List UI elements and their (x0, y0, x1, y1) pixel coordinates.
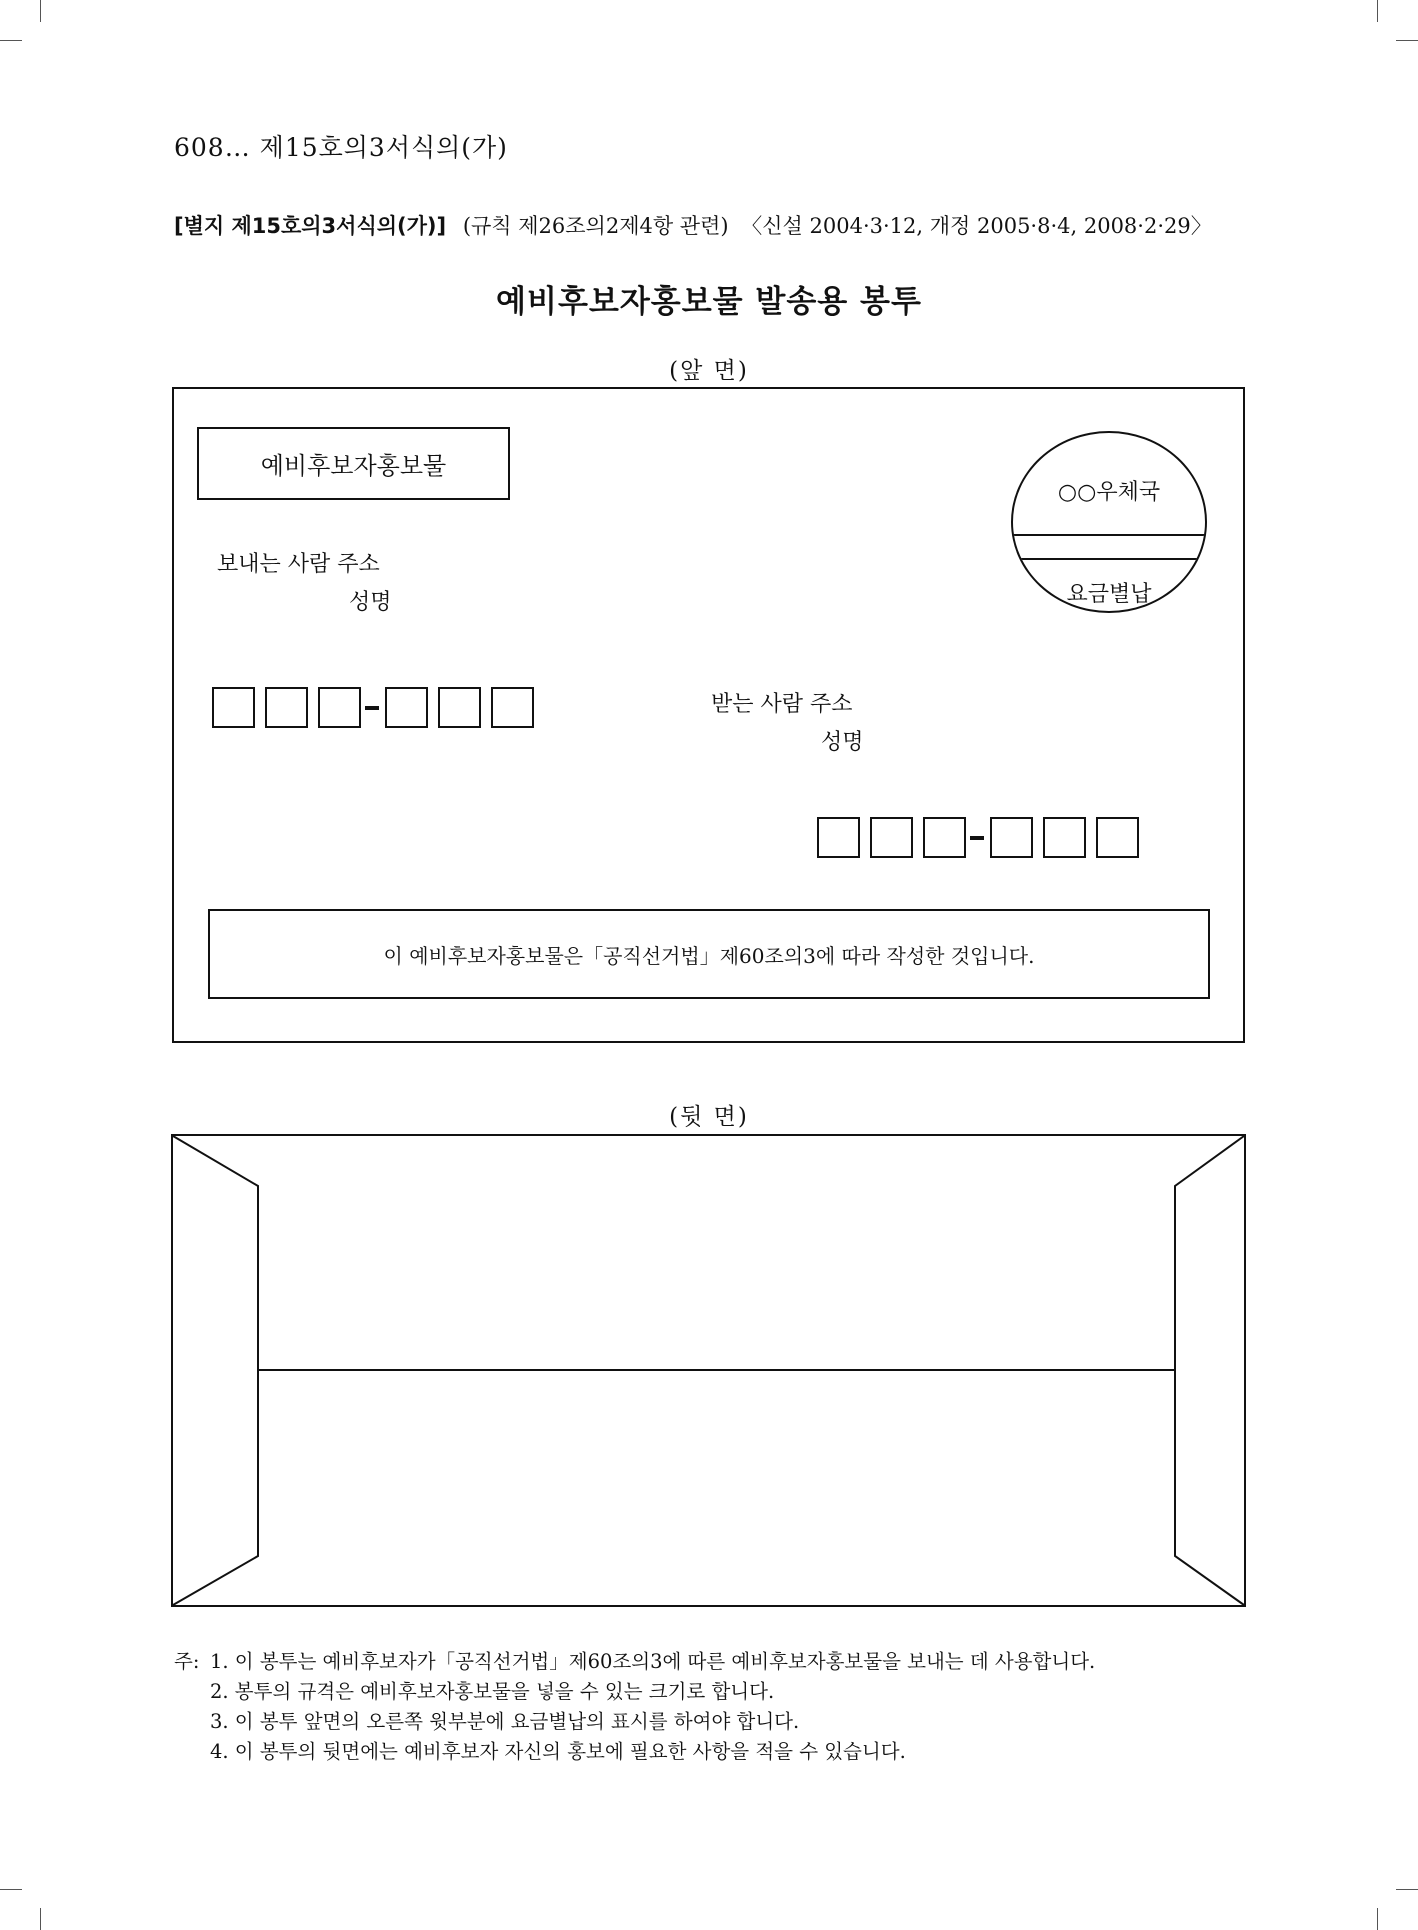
recipient-postal-code (817, 817, 1149, 858)
form-history: 〈신설 2004·3·12, 개정 2005·8·4, 2008·2·29〉 (741, 214, 1212, 238)
note-item: 3. 이 봉투 앞면의 오른쪽 윗부분에 요금별납의 표시를 하여야 합니다. (210, 1710, 800, 1733)
form-reference (174, 210, 1212, 240)
legal-notice-text: 이 예비후보자홍보물은「공직선거법」제60조의3에 따라 작성한 것입니다. (383, 943, 1035, 968)
postal-digit-box (923, 817, 966, 858)
notes-prefix: 주: (174, 1650, 200, 1673)
back-label: (뒷 면) (669, 1104, 749, 1130)
crop-mark (0, 1889, 22, 1890)
postal-digit-box (212, 687, 255, 728)
postal-digit-box (438, 687, 481, 728)
postal-digit-box (265, 687, 308, 728)
sender-name-label: 성명 (349, 590, 392, 615)
postal-digit-box (491, 687, 534, 728)
crop-mark (40, 1908, 41, 1930)
postal-digit-box (385, 687, 428, 728)
note-item: 4. 이 봉투의 뒷면에는 예비후보자 자신의 홍보에 필요한 사항을 적을 수 있습니다. (210, 1740, 906, 1763)
postage-stamp-circle (1011, 431, 1207, 613)
recipient-name-label: 성명 (821, 730, 864, 755)
postal-digit-box (817, 817, 860, 858)
recipient-address-label: 받는 사람 주소 (711, 692, 853, 717)
postal-digit-box (990, 817, 1033, 858)
stamp-divider (1013, 558, 1205, 560)
postal-dash (970, 836, 984, 840)
postal-dash (365, 706, 379, 710)
envelope-back (171, 1134, 1247, 1608)
postage-paid-label: 요금별납 (1066, 582, 1152, 607)
stamp-divider (1013, 534, 1205, 536)
crop-mark (0, 40, 22, 41)
crop-mark (1396, 40, 1418, 41)
sender-address-label: 보내는 사람 주소 (217, 552, 380, 577)
postal-digit-box (1043, 817, 1086, 858)
postal-digit-box (870, 817, 913, 858)
note-item: 주: 1. 이 봉투는 예비후보자가「공직선거법」제60조의3에 따른 예비후보자홍보물을 보내는 데 사용합니다. (174, 1647, 1095, 1677)
note-item: 2. 봉투의 규격은 예비후보자홍보물을 넣을 수 있는 크기로 합니다. (210, 1680, 775, 1703)
crop-mark (1377, 0, 1378, 22)
sender-block (217, 546, 392, 622)
front-label: (앞 면) (669, 358, 749, 384)
category-label: 예비후보자홍보물 (260, 452, 447, 480)
legal-notice-box (208, 909, 1210, 999)
right-side-flap (1175, 1136, 1244, 1605)
recipient-block (711, 686, 864, 762)
category-label-box (197, 427, 510, 500)
postal-digit-box (1096, 817, 1139, 858)
page-header: 608… 제15호의3서식의(가) (174, 133, 508, 162)
left-side-flap (173, 1136, 258, 1605)
document-title: 예비후보자홍보물 발송용 봉투 (496, 284, 922, 320)
form-relation: (규칙 제26조의2제4항 관련) (462, 214, 729, 238)
postal-digit-box (318, 687, 361, 728)
crop-mark (1396, 1889, 1418, 1890)
sender-postal-code (212, 687, 544, 728)
post-office-name: ○○우체국 (1057, 480, 1161, 505)
crop-mark (40, 0, 41, 22)
envelope-front (172, 387, 1245, 1043)
crop-mark (1377, 1908, 1378, 1930)
notes-section (174, 1647, 1095, 1767)
form-label: [별지 제15호의3서식의(가)] (174, 214, 447, 238)
